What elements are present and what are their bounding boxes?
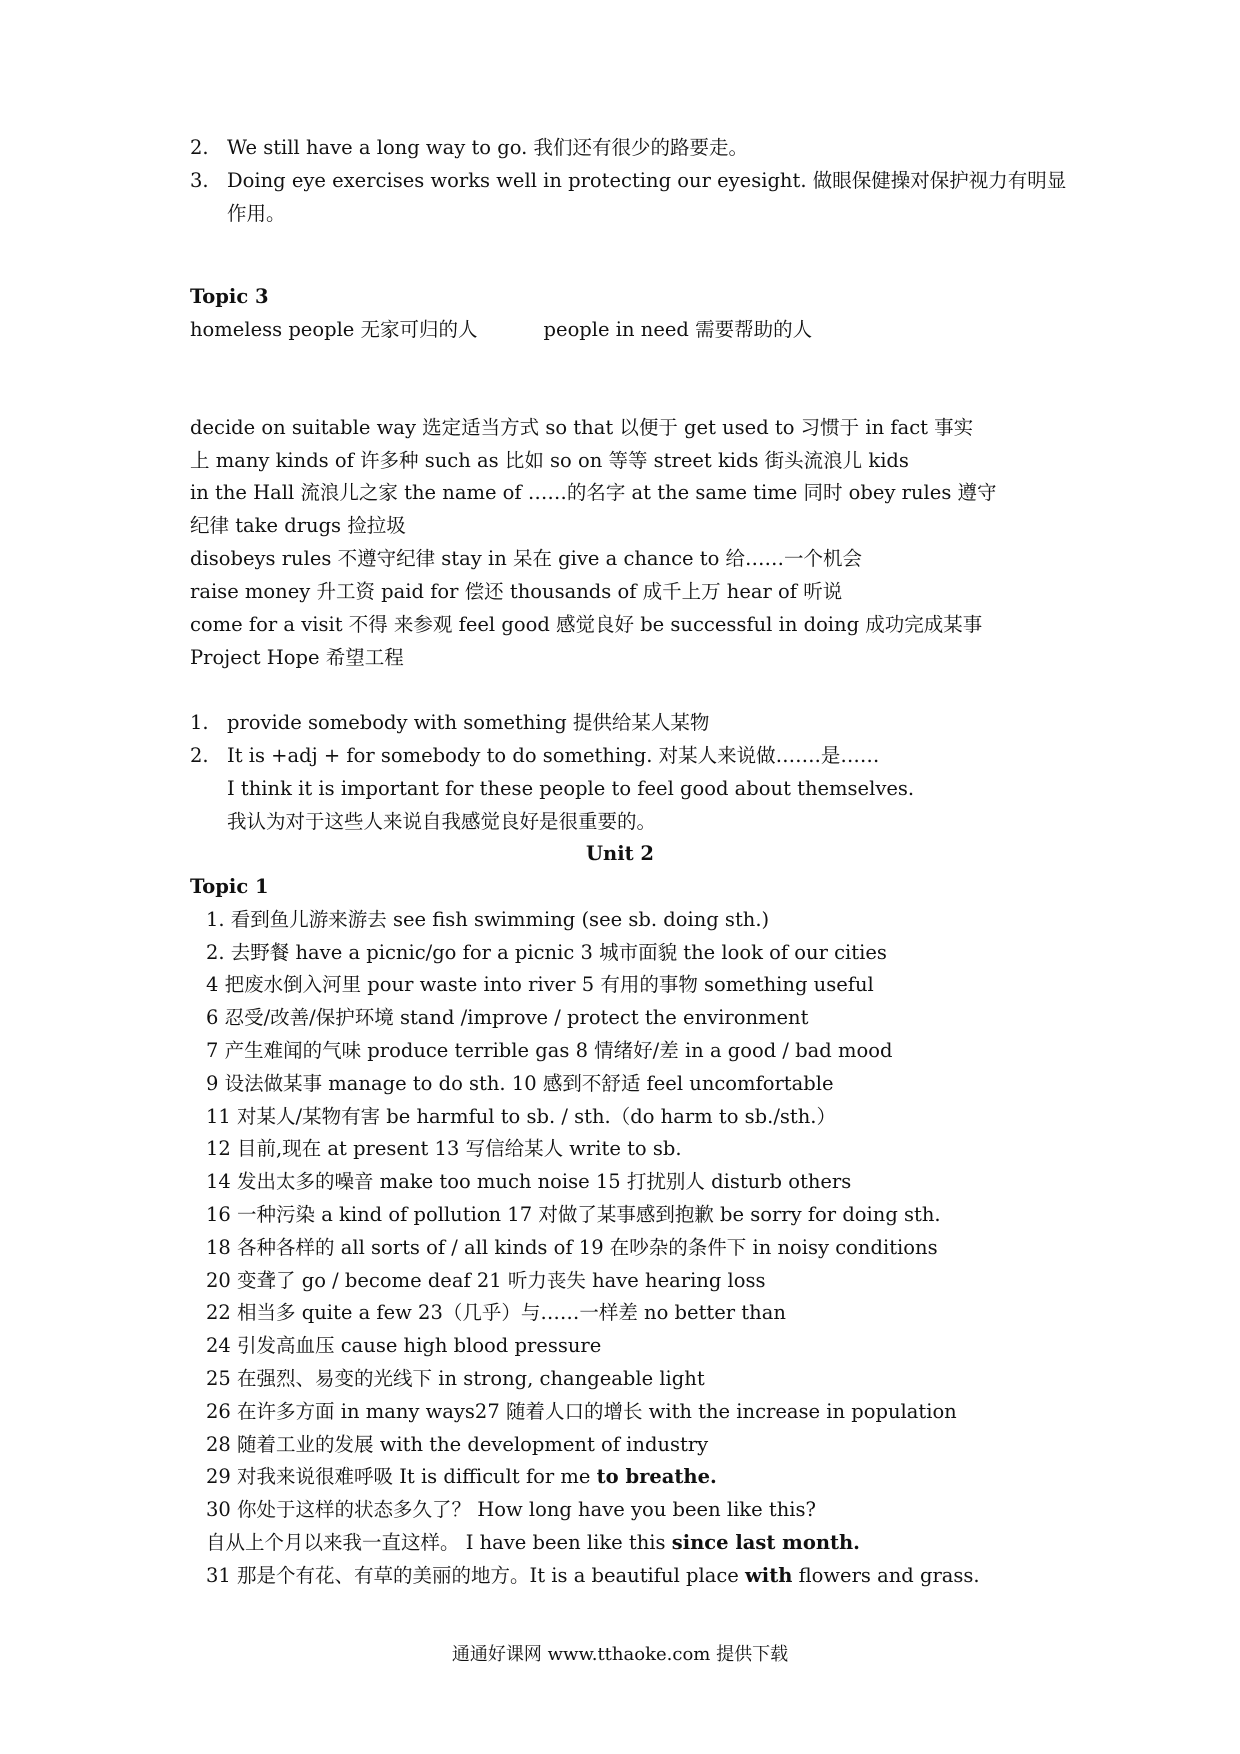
topic-heading: Topic 3 (190, 285, 269, 308)
sentence-item: 1. provide somebody with something 提供给某人某物 (190, 711, 710, 734)
phrase-line: 16 一种污染 a kind of pollution 17 对做了某事感到抱歉 be sorry for doing sth. (206, 1203, 941, 1226)
phrase-line: 30 你处于这样的状态多久了？ How long have you been like this? (206, 1498, 816, 1521)
phrase-line: 25 在强烈、易变的光线下 in strong, changeable light (206, 1367, 705, 1390)
phrase-line: 9 设法做某事 manage to do sth. 10 感到不舒适 feel uncomfortable (206, 1072, 834, 1095)
phrase-line: 20 变聋了 go / become deaf 21 听力丧失 have hearing loss (206, 1269, 766, 1292)
vocab-row: homeless people 无家可归的人 people in need 需要帮助的人 (190, 318, 813, 341)
sentence-continuation: 作用。 (227, 202, 286, 225)
vocab-line: disobeys rules 不遵守纪律 stay in 呆在 give a chance to 给……一个机会 (190, 547, 863, 570)
sentence-item: 2. We still have a long way to go. 我们还有很少的路要走。 (190, 136, 749, 159)
phrase-line: 31 那是个有花、有草的美丽的地方。It is a beautiful place with flowers and grass. (206, 1564, 980, 1587)
phrase-line: 11 对某人/某物有害 be harmful to sb. / sth.（do harm to sb./sth.） (206, 1105, 836, 1128)
vocab-line: Project Hope 希望工程 (190, 646, 404, 669)
phrase-line: 14 发出太多的噪音 make too much noise 15 打扰别人 disturb others (206, 1170, 852, 1193)
vocab-line: in the Hall 流浪儿之家 the name of ……的名字 at the same time 同时 obey rules 遵守 (190, 481, 997, 504)
unit-title: Unit 2 (586, 842, 654, 865)
phrase-line: 1. 看到鱼儿游来游去 see fish swimming (see sb. doing sth.) (206, 908, 770, 931)
phrase-line: 7 产生难闻的气味 produce terrible gas 8 情绪好/差 in a good / bad mood (206, 1039, 893, 1062)
sentence-item: 2. It is +adj + for somebody to do something. 对某人来说做…….是…… (190, 744, 880, 767)
vocab-line: decide on suitable way 选定适当方式 so that 以便于 get used to 习惯于 in fact 事实 (190, 416, 974, 439)
phrase-line: 24 引发高血压 cause high blood pressure (206, 1334, 602, 1357)
phrase-line: 12 目前,现在 at present 13 写信给某人 write to sb. (206, 1137, 682, 1160)
topic-heading: Topic 1 (190, 875, 269, 898)
vocab-line: 纪律 take drugs 捡拉圾 (190, 514, 406, 537)
phrase-line: 18 各种各样的 all sorts of / all kinds of 19 在吵杂的条件下 in noisy conditions (206, 1236, 938, 1259)
phrase-line: 28 随着工业的发展 with the development of industry (206, 1433, 709, 1456)
vocab-line: 上 many kinds of 许多种 such as 比如 so on 等等 street kids 街头流浪儿 kids (190, 449, 909, 472)
phrase-line: 26 在许多方面 in many ways27 随着人口的增长 with the increase in population (206, 1400, 957, 1423)
vocab-line: raise money 升工资 paid for 偿还 thousands of 成千上万 hear of 听说 (190, 580, 843, 603)
phrase-line: 4 把废水倒入河里 pour waste into river 5 有用的事物 something useful (206, 973, 874, 996)
phrase-line: 自从上个月以来我一直这样。 I have been like this since last month. (206, 1531, 860, 1554)
sentence-item: 3. Doing eye exercises works well in protecting our eyesight. 做眼保健操对保护视力有明显 (190, 169, 1067, 192)
phrase-line: 29 对我来说很难呼吸 It is difficult for me to breathe. (206, 1465, 717, 1488)
phrase-line: 2. 去野餐 have a picnic/go for a picnic 3 城市面貌 the look of our cities (206, 941, 887, 964)
page-footer: 通通好课网 www.tthaoke.com 提供下载 (451, 1644, 789, 1665)
example-chinese: 我认为对于这些人来说自我感觉良好是很重要的。 (227, 810, 657, 833)
vocab-line: come for a visit 不得 来参观 feel good 感觉良好 be successful in doing 成功完成某事 (190, 613, 983, 636)
phrase-line: 6 忍受/改善/保护环境 stand /improve / protect the environment (206, 1006, 809, 1029)
example-english: I think it is important for these people to feel good about themselves. (227, 777, 915, 800)
phrase-line: 22 相当多 quite a few 23（几乎）与……一样差 no better than (206, 1301, 786, 1324)
